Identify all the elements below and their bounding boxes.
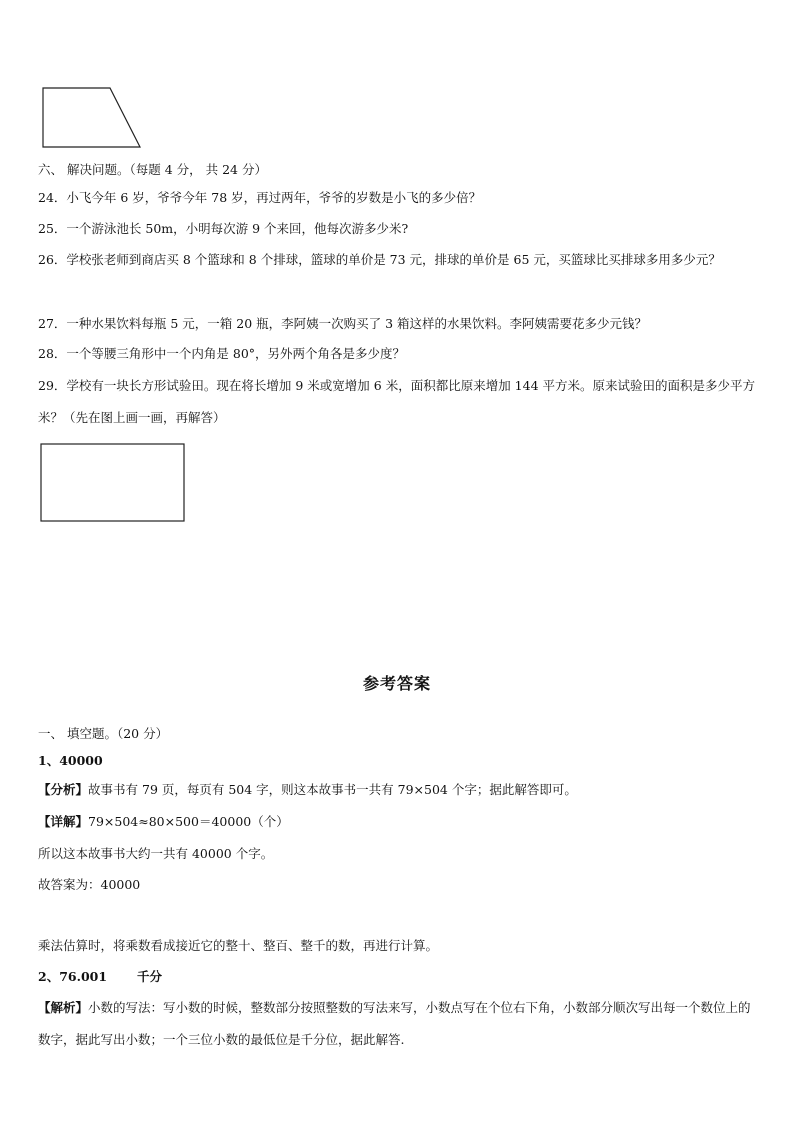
question-27: 27．一种水果饮料每瓶 5 元，一箱 20 瓶，李阿姨一次购买了 3 箱这样的水果饮料。李阿姨需要花多少元钱？ [38,316,648,331]
detail-tag: 【详解】 [38,814,89,829]
analysis-tag: 【解析】 [38,1000,89,1015]
question-26: 26．学校张老师到商店买 8 个篮球和 8 个排球，篮球的单价是 73 元，排球的单价是 65 元，买篮球比买排球多用多少元？ [38,252,721,267]
question-29: 29．学校有一块长方形试验田。现在将长增加 9 米或宽增加 6 米，面积都比原来增加 144 平方米。原来试验田的面积是多少平方米？（先在图上画一画，再解答） [38,378,756,425]
answer-1: 1、40000 [38,753,103,768]
answer-1-note: 乘法估算时，将乘数看成接近它的整十、整百、整千的数，再进行计算。 [38,938,439,953]
answer-1-final: 故答案为：40000 [38,877,141,892]
answer-2-value: 2、76.001 [38,969,108,984]
question-28: 28．一个等腰三角形中一个内角是 80°，另外两个角各是多少度？ [38,346,406,361]
rectangle-figure [40,443,186,523]
analysis-text: 故事书有 79 页，每页有 504 字，则这本故事书一共有 79×504 个字；据此解答即可。 [88,782,577,797]
answers-section-1-heading: 一、 填空题。（20 分） [38,726,169,741]
question-25: 25．一个游泳池长 50m，小明每次游 9 个来回，他每次游多少米? [38,221,409,236]
detail-text: 79×504≈80×500＝40000（个） [88,814,289,829]
answers-title: 参考答案 [362,674,431,693]
answer-1-conclusion: 所以这本故事书大约一共有 40000 个字。 [38,846,274,861]
answer-2-analysis [38,992,758,1056]
answer-1-detail [38,812,289,830]
question-24: 24．小飞今年 6 岁，爷爷今年 78 岁，再过两年，爷爷的岁数是小飞的多少倍？ [38,190,482,205]
answer-1-analysis [38,780,577,798]
analysis-text: 小数的写法：写小数的时候，整数部分按照整数的写法来写，小数点写在个位右下角，小数部分顺次写出每一个数位上的数字，据此写出小数；一个三位小数的最低位是千分位，据此解答. [38,1000,751,1047]
trapezoid-figure [42,87,142,149]
answer-2-unit: 千分 [137,969,163,984]
answer-2 [38,967,162,985]
section-6-heading: 六、 解决问题。（每题 4 分， 共 24 分） [38,162,267,177]
analysis-tag: 【分析】 [38,782,89,797]
